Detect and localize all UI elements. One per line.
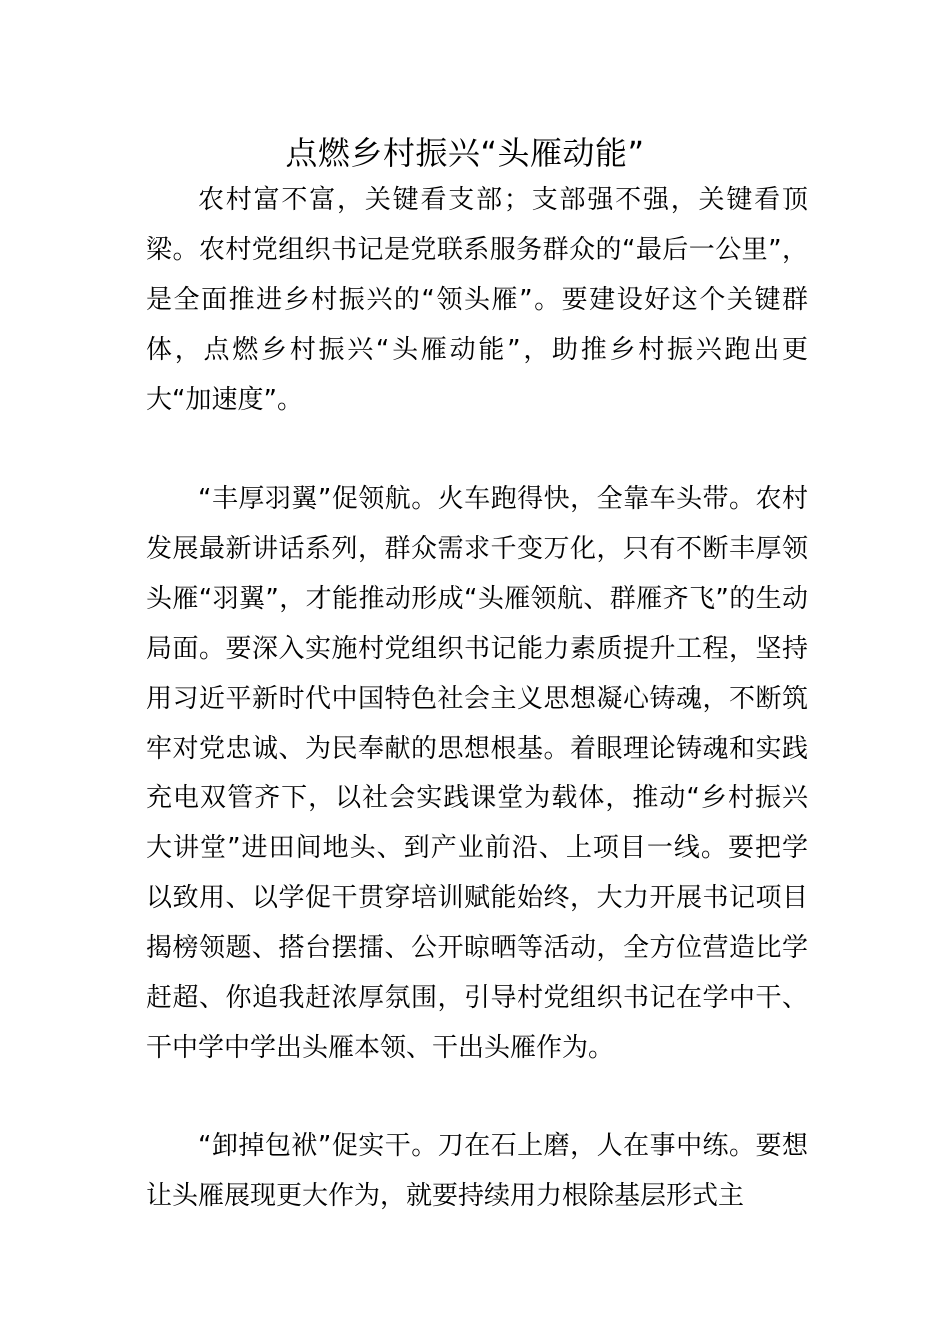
paragraph-intro: 农村富不富，关键看支部；支部强不强，关键看顶梁。农村党组织书记是党联系服务群众的“最后一公里”，是全面推进乡村振兴的“领头雁”。要建设好这个关键群体，点燃乡村振兴“头雁动能”，助推乡村振兴跑出更大“加速度”。: [146, 185, 808, 415]
paragraph-xie-diao-bao-fu: “卸掉包袱”促实干。刀在石上磨，人在事中练。要想让头雁展现更大作为，就要持续用力根除基层形式主: [146, 1131, 808, 1211]
document-title: 点燃乡村振兴“头雁动能”: [285, 134, 645, 172]
paragraph-feng-hou-yu-yi: “丰厚羽翼”促领航。火车跑得快，全靠车头带。农村发展最新讲话系列，群众需求千变万化，只有不断丰厚领头雁“羽翼”，才能推动形成“头雁领航、群雁齐飞”的生动局面。要深入实施村党组织书记能力素质提升工程，坚持用习近平新时代中国特色社会主义思想凝心铸魂，不断筑牢对党忠诚、为民奉献的思想根基。着眼理论铸魂和实践充电双管齐下，以社会实践课堂为载体，推动“乡村振兴大讲堂”进田间地头、到产业前沿、上项目一线。要把学以致用、以学促干贯穿培训赋能始终，大力开展书记项目揭榜领题、搭台摆擂、公开晾晒等活动，全方位营造比学赶超、你追我赶浓厚氛围，引导村党组织书记在学中干、干中学中学出头雁本领、干出头雁作为。: [146, 484, 808, 1063]
